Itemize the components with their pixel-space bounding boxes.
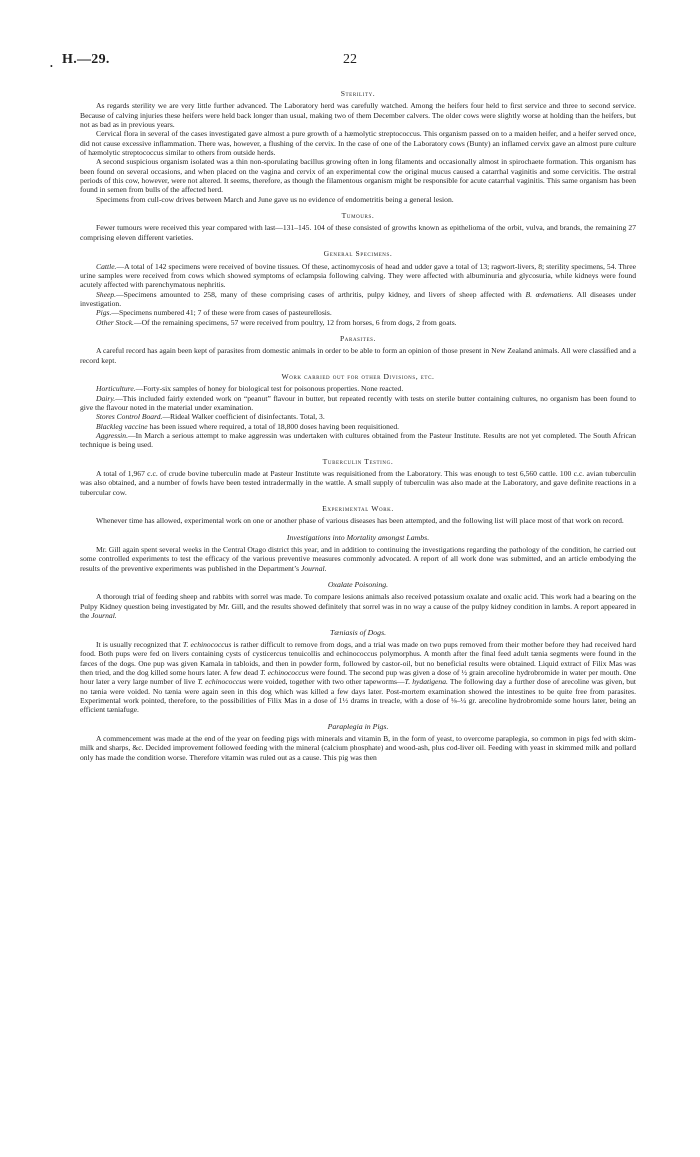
section-heading-tuberculin: Tuberculin Testing.: [322, 456, 394, 466]
run-in-label: Other Stock.: [96, 317, 134, 327]
paragraph-text: The following day a further dose of arecoline was given, but no tænia were voided. No tænia were again seen in this dog which was killed a few days later. Post-mortem examination showed the intestines to be quite free from parasites. Experimental work pointed, therefore, to the possibilities of Filix Mas in a dose of 1½ drams in treacle, with a dose of ⅛–¼ gr. arecoline hydrobromide some hours later, being an efficient tæniafuge.: [80, 677, 636, 715]
paragraph-text: —Specimens numbered 41; 7 of these were from cases of pasteurellosis.: [111, 308, 332, 318]
run-in-label: Horticulture.: [96, 384, 136, 394]
paragraph-other-stock: [80, 318, 636, 327]
subsection-heading-paraplegia: Paraplegia in Pigs.: [327, 721, 389, 731]
section-heading-parasites: Parasites.: [339, 333, 376, 343]
paragraph-horticulture: [80, 384, 636, 393]
paragraph-blackleg: [80, 422, 636, 431]
paragraph-oxalate: [80, 592, 636, 620]
paragraph-aggressin: [80, 431, 636, 450]
run-in-label: Pigs.: [96, 308, 112, 318]
margin-dot: •: [50, 62, 53, 71]
paragraph: Whenever time has allowed, experimental work on one or another phase of various diseases has been attempted, and the following list will place most of that work on record.: [96, 516, 624, 526]
paragraph: Specimens from cull-cow drives between March and June gave us no evidence of endometritis being a general lesion.: [96, 194, 454, 204]
journal-title: Journal.: [301, 563, 327, 573]
page-number: 22: [343, 52, 357, 67]
paragraph-text: were voided, together with two other tapeworms—: [245, 677, 405, 687]
subsection-heading-lambs: Investigations into Mortality amongst Lambs.: [286, 532, 430, 542]
paragraph-text: A thorough trial of feeding sheep and rabbits with sorrel was made. To compare lesions animals also received potassium oxalate and oxalic acid. This work had a bearing on the Pulpy Kidney question being investigated by Mr. Gill, and the results showed definitely that sorrel was in no way a cause of the pulpy kidney condition in lambs. A report appeared in the: [80, 592, 636, 621]
paragraph-text: —This included fairly extended work on “peanut” flavour in butter, but repeated recently with tests on sterile butter containing cultures, no organism has been found to give the flavour noted in the material under examination.: [80, 393, 636, 412]
species-name: T. echinococcus: [197, 677, 246, 687]
paragraph-text: has been issued where required, a total of 18,800 doses having been requisitioned.: [147, 421, 400, 431]
paragraph-text: —Of the remaining specimens, 57 were received from poultry, 12 from horses, 6 from dogs, 2 from goats.: [133, 317, 457, 327]
paragraph-cattle: [80, 262, 636, 290]
paragraph-stores: [80, 412, 636, 421]
paragraph: Fewer tumours were received this year compared with last—131–145. 104 of these consisted of growths known as epithelioma of the orbit, vulva, and brands, the remaining 27 comprising eleven different varieties.: [80, 223, 636, 242]
species-name: T. echinococcus: [182, 639, 232, 649]
paragraph-text: Mr. Gill again spent several weeks in the Central Otago district this year, and in addition to continuing the investigations regarding the pathology of the condition, he carried out some controlled experiments to test the efficacy of the various preventive measures commonly advocated. A report of all work done was submitted, and an article embodying the results of the preventive experiments was published in the Department’s: [80, 545, 636, 573]
paragraph-text: —Forty-six samples of honey for biological test for poisonous properties. None reacted.: [135, 384, 404, 394]
paragraph-sheep: [80, 290, 636, 309]
paragraph-text: —Specimens amounted to 258, many of these comprising cases of arthritis, pulpy kidney, and livers of sheep affected with: [116, 289, 526, 299]
paragraph-text: —In March a serious attempt to make aggressin was undertaken with cultures obtained from the Pasteur Institute. Results are not yet completed. The South African technique is being used.: [80, 431, 636, 450]
run-in-label: Dairy.: [96, 393, 116, 403]
paragraph-text: —Rideal Walker coefficient of disinfectants. Total, 3.: [162, 412, 325, 422]
journal-title: Journal.: [91, 611, 117, 621]
paragraph-text: were found. The second pup was given a dose of ½ grain arecoline hydrobromide in water per mouth. One hour later a very large number of live: [80, 667, 636, 687]
paragraph-taeniasis: [80, 640, 636, 715]
paragraph-text: —A total of 142 specimens were received of bovine tissues. Of these, actinomycosis of head and udder gave a total of 13; ragwort-livers, 8; sterility specimens, 54. Three urine samples were received from cows which showed symptoms of eclampsia following calving. They were affected with albuminuria and glycosuria, while kidneys were found acutely affected with parenchymatous nephritis.: [80, 261, 636, 290]
paragraph-text: It is usually recognized that: [96, 639, 183, 649]
paragraph-lambs: [80, 545, 636, 573]
section-heading-work-other-divisions: Work carried out for other Divisions, etc.: [281, 371, 435, 381]
run-in-label: Blackleg vaccine: [96, 421, 148, 431]
subsection-heading-taeniasis: Tæniasis of Dogs.: [329, 627, 387, 637]
run-in-label: Cattle.: [96, 261, 117, 271]
report-reference: H.—29.: [62, 52, 110, 67]
paragraph: A careful record has again been kept of parasites from domestic animals in order to be able to form an opinion of those present in New Zealand animals. All were classified and a record kept.: [80, 346, 636, 365]
species-name: T. hydatigena.: [404, 677, 448, 687]
subsection-heading-oxalate: Oxalate Poisoning.: [327, 580, 389, 590]
section-heading-sterility: Sterility.: [340, 89, 376, 98]
paragraph: A commencement was made at the end of the year on feeding pigs with minerals and vitamin B, in the form of yeast, to overcome paraplegia, so common in pigs fed with skim-milk and sharps, &c. Decided improvement followed feeding with the mineral (calcium phosphate) and wood-ash, plus cod-liver oil. Feeding with yeast in skimmed milk and pollard only has made the condition worse. Therefore vitamin was ruled out as a cause. This pig was then: [80, 733, 636, 762]
paragraph: A total of 1,967 c.c. of crude bovine tuberculin made at Pasteur Institute was requisitioned from the Laboratory. This was enough to test 6,560 cattle. 100 c.c. avian tuberculin was also obtained, and a number of fowls have been tested intradermally in the wattle. A small supply of tuberculin was also made at the Laboratory, and gave definite reactions in a tubercular cow.: [80, 469, 636, 497]
run-in-label: Aggressin.: [96, 431, 128, 440]
paragraph: A second suspicious organism isolated was a thin non-sporulating bacillus growing often in long filaments and occasionally almost in spirochaete formation. This organism has been found on several occasions, and when placed on the vagina and cervix of an experimental cow the original mucus caused a catarrhal vaginitis and some cervicitis. The œstral periods of this cow, however, were not altered. It seems, therefore, as though the filamentous organism might be responsible for acute catarrhal vaginitis. This same organism has been found in semen from bulls of the affected herd.: [80, 157, 636, 195]
paragraph-dairy: [80, 394, 636, 413]
paragraph-text: is rather difficult to remove from dogs, and a trial was made on two pups removed from their mother before they had received hard food. Both pups were fed on livers containing cysts of cysticercus tenuicollis and echinococcus polymorphus. A month after the final feed adult tænia segments were found in the fæces of the dogs. One pup was given Kamala in tabloids, and then in powder form, followed by castor-oil, but no beneficial results were obtained. Liquid extract of Filix Mas was then tried, and the dog killed some hours later. A few dead: [80, 639, 637, 677]
run-in-label: Sheep.: [96, 289, 117, 299]
section-heading-general-specimens: General Specimens.: [323, 249, 393, 259]
species-name: B. œdematiens.: [525, 289, 574, 299]
run-in-label: Stores Control Board.: [96, 412, 163, 422]
paragraph-text: All diseases under investigation.: [80, 289, 636, 308]
paragraph: Cervical flora in several of the cases investigated gave almost a pure growth of a hæmolytic streptococcus. This organism passed on to a maiden heifer, and a heifer served once, did not cause excessive inflammation. There was, however, a flushing of the cervix. In the case of one of the Laboratory cows (Bunty) an inflamed cervix gave an almost pure culture of hæmolytic streptococcus similar to others from outside herds.: [80, 129, 636, 158]
section-heading-tumours: Tumours.: [341, 211, 375, 221]
paragraph: As regards sterility we are very little further advanced. The Laboratory herd was carefully watched. Among the heifers four held to first service and three to second service. Because of calving injuries these heifers were held back longer than usual, making two of them December calvers. The older cows were slightly worse at holding than the heifers, but not as bad as in previous years.: [80, 101, 636, 130]
section-heading-experimental-work: Experimental Work.: [322, 504, 394, 514]
paragraph-pigs: [80, 308, 636, 317]
species-name: T. echinococcus: [260, 667, 309, 677]
